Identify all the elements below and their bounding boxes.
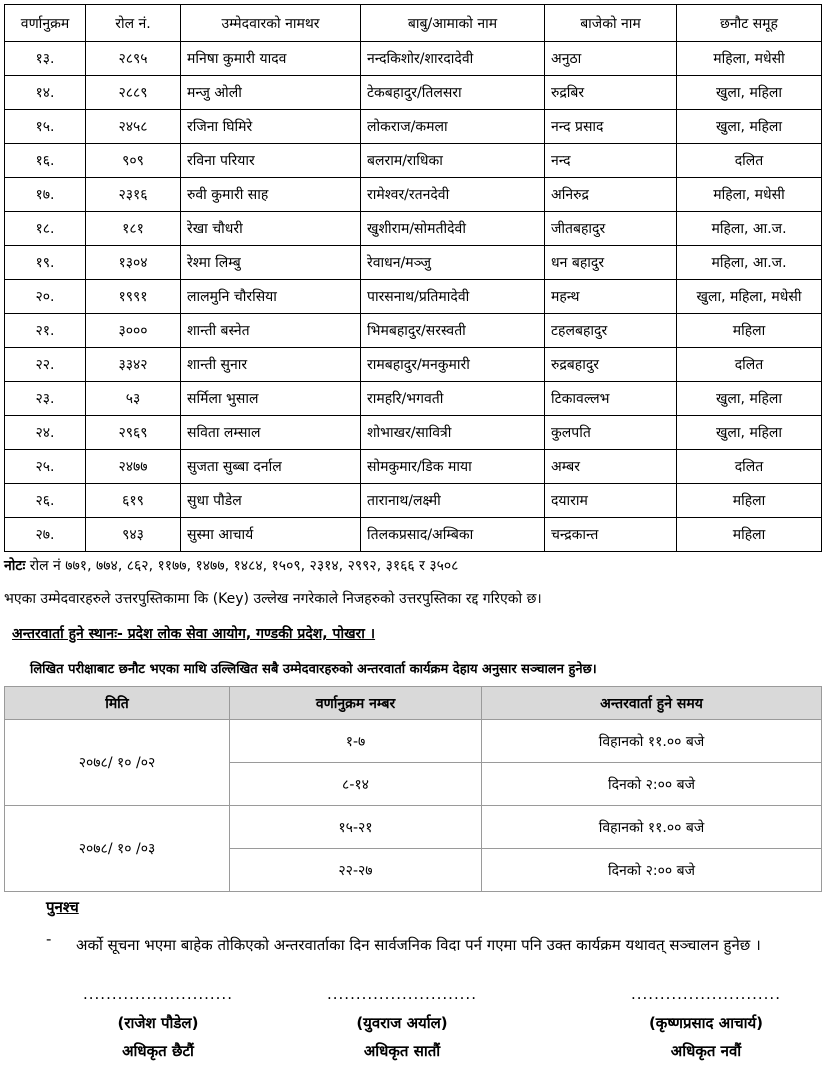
cell-serial: १७. (5, 178, 86, 212)
header-parents: बाबु/आमाको नाम (361, 5, 545, 42)
schedule-row (5, 720, 822, 763)
cell-serial: २५. (5, 450, 86, 484)
signatory-title: अधिकृत छैटौं (122, 1042, 194, 1060)
signature-block-2 (302, 985, 502, 1061)
cell-parents: रामेश्वर/रतनदेवी (361, 178, 545, 212)
cell-roll: १९९१ (86, 280, 181, 314)
cell-serial: २४. (5, 416, 86, 450)
candidate-row (5, 348, 822, 382)
cell-roll: १३०४ (86, 246, 181, 280)
cell-name: सुजता सुब्बा दर्नाल (181, 450, 361, 484)
cell-roll: ९४३ (86, 518, 181, 552)
cell-name: मनिषा कुमारी यादव (181, 42, 361, 76)
cell-name: शान्ती सुनार (181, 348, 361, 382)
schedule-time: दिनको २:०० बजे (482, 763, 822, 806)
cell-serial: २३. (5, 382, 86, 416)
header-name: उम्मेदवारको नामथर (181, 5, 361, 42)
candidates-table (4, 4, 822, 552)
candidate-row (5, 518, 822, 552)
cell-serial: २२. (5, 348, 86, 382)
candidate-row (5, 178, 822, 212)
schedule-header-range: वर्णानुक्रम नम्बर (230, 687, 482, 720)
candidate-row (5, 212, 822, 246)
schedule-range: १-७ (230, 720, 482, 763)
cell-group: खुला, महिला (677, 110, 822, 144)
cell-roll: २८८९ (86, 76, 181, 110)
cell-parents: लोकराज/कमला (361, 110, 545, 144)
signature-line: .......................... (631, 985, 781, 1003)
cell-serial: २१. (5, 314, 86, 348)
cell-parents: बलराम/राधिका (361, 144, 545, 178)
cell-group: महिला, मधेसी (677, 178, 822, 212)
punashcha-bullet: - (46, 930, 52, 948)
cell-group: महिला, आ.ज. (677, 212, 822, 246)
cell-grandfather: रुद्रबहादुर (545, 348, 677, 382)
candidate-row (5, 416, 822, 450)
cell-grandfather: अनुठा (545, 42, 677, 76)
cell-grandfather: जीतबहादुर (545, 212, 677, 246)
cell-parents: रामबहादुर/मनकुमारी (361, 348, 545, 382)
cell-serial: १८. (5, 212, 86, 246)
signatory-name: (राजेश पौडेल) (117, 1014, 199, 1032)
candidate-row (5, 110, 822, 144)
cell-roll: ६१९ (86, 484, 181, 518)
cell-roll: २४५८ (86, 110, 181, 144)
cell-group: खुला, महिला (677, 382, 822, 416)
cell-group: महिला (677, 314, 822, 348)
schedule-range: ८-१४ (230, 763, 482, 806)
candidate-row (5, 246, 822, 280)
cell-parents: रेवाधन/मञ्जु (361, 246, 545, 280)
interview-intro: लिखित परीक्षाबाट छनौट भएका माथि उल्लिखित सबै उम्मेदवारहरुको अन्तरवार्ता कार्यक्रम देहाय अनुसार सञ्चालन हुनेछ। (30, 662, 597, 677)
cell-parents: रामहरि/भगवती (361, 382, 545, 416)
cell-roll: ९०९ (86, 144, 181, 178)
cell-name: सविता लम्साल (181, 416, 361, 450)
cell-roll: २३१६ (86, 178, 181, 212)
cell-roll: २४७७ (86, 450, 181, 484)
cell-name: लालमुनि चौरसिया (181, 280, 361, 314)
cell-name: रेखा चौधरी (181, 212, 361, 246)
signatory-title: अधिकृत नवौं (670, 1042, 742, 1060)
cell-name: रुवी कुमारी साह (181, 178, 361, 212)
cell-serial: १६. (5, 144, 86, 178)
schedule-range: २२-२७ (230, 849, 482, 892)
header-serial: वर्णानुक्रम (5, 5, 86, 42)
cell-grandfather: चन्द्रकान्त (545, 518, 677, 552)
candidate-row (5, 144, 822, 178)
cell-parents: पारसनाथ/प्रतिमादेवी (361, 280, 545, 314)
signatory-title: अधिकृत सातौं (363, 1042, 441, 1060)
cell-grandfather: महन्थ (545, 280, 677, 314)
schedule-table (4, 686, 822, 892)
cell-grandfather: नन्द प्रसाद (545, 110, 677, 144)
cell-serial: १४. (5, 76, 86, 110)
cell-grandfather: अम्बर (545, 450, 677, 484)
note-line-2: भएका उम्मेदवारहरुले उत्तरपुस्तिकामा कि (Key) उल्लेख नगरेकाले निजहरुको उत्तरपुस्तिका रद्द गरिएको छ। (4, 591, 542, 607)
cell-name: रेश्मा लिम्बु (181, 246, 361, 280)
cell-serial: २०. (5, 280, 86, 314)
cell-grandfather: दयाराम (545, 484, 677, 518)
cell-group: खुला, महिला (677, 416, 822, 450)
cell-parents: सोमकुमार/डिक माया (361, 450, 545, 484)
cell-roll: १८१ (86, 212, 181, 246)
cell-parents: खुशीराम/सोमतीदेवी (361, 212, 545, 246)
schedule-time: विहानको ११.०० बजे (482, 720, 822, 763)
cell-name: सुस्मा आचार्य (181, 518, 361, 552)
candidate-row (5, 76, 822, 110)
cell-group: खुला, महिला (677, 76, 822, 110)
cell-grandfather: धन बहादुर (545, 246, 677, 280)
signature-block-1 (58, 985, 258, 1061)
cell-group: महिला, आ.ज. (677, 246, 822, 280)
cell-group: खुला, महिला, मधेसी (677, 280, 822, 314)
punashcha-heading: पुनश्च (46, 898, 79, 916)
cell-grandfather: टहलबहादुर (545, 314, 677, 348)
cell-roll: ३३४२ (86, 348, 181, 382)
note-label: नोटः (4, 558, 26, 574)
cell-group: महिला (677, 518, 822, 552)
cell-roll: ३००० (86, 314, 181, 348)
candidate-row (5, 314, 822, 348)
signatory-name: (युवराज अर्याल) (356, 1014, 448, 1032)
schedule-range: १५-२१ (230, 806, 482, 849)
cell-parents: टेकबहादुर/तिलसरा (361, 76, 545, 110)
cell-group: दलित (677, 144, 822, 178)
cell-group: महिला (677, 484, 822, 518)
cell-grandfather: टिकावल्लभ (545, 382, 677, 416)
schedule-header-row (5, 687, 822, 720)
cell-parents: नन्दकिशोर/शारदादेवी (361, 42, 545, 76)
schedule-body (5, 720, 822, 892)
cell-name: मन्जु ओली (181, 76, 361, 110)
cell-parents: तारानाथ/लक्ष्मी (361, 484, 545, 518)
schedule-time: विहानको ११.०० बजे (482, 806, 822, 849)
cell-serial: २६. (5, 484, 86, 518)
candidate-row (5, 42, 822, 76)
cell-parents: तिलकप्रसाद/अम्बिका (361, 518, 545, 552)
punashcha-text: अर्को सूचना भएमा बाहेक तोकिएको अन्तरवार्ताका दिन सार्वजनिक विदा पर्न गएमा पनि उक्त कार्यक्रम यथावत् सञ्चालन हुनेछ । (76, 936, 761, 954)
candidates-body (5, 42, 822, 552)
cell-parents: भिमबहादुर/सरस्वती (361, 314, 545, 348)
cell-name: सुधा पौडेल (181, 484, 361, 518)
cell-roll: २८९५ (86, 42, 181, 76)
cell-roll: २९६९ (86, 416, 181, 450)
schedule-header-date: मिति (5, 687, 230, 720)
candidate-row (5, 484, 822, 518)
cell-grandfather: कुलपति (545, 416, 677, 450)
cell-name: रविना परियार (181, 144, 361, 178)
schedule-header-time: अन्तरवार्ता हुने समय (482, 687, 822, 720)
signatory-name: (कृष्णप्रसाद आचार्य) (648, 1014, 764, 1032)
schedule-date: २०७८/ १० /०३ (5, 806, 230, 892)
cell-grandfather: रुद्रबिर (545, 76, 677, 110)
signature-line: .......................... (83, 985, 233, 1003)
note-roll-list: रोल नं ७७१, ७७४, ८६२, ११७७, १४७७, १४८४, १५०९, २३१४, २९९२, ३१६६ र ३५०८ (29, 558, 459, 574)
cell-group: दलित (677, 348, 822, 382)
cell-serial: १९. (5, 246, 86, 280)
interview-venue: अन्तरवार्ता हुने स्थानः- प्रदेश लोक सेवा आयोग, गण्डकी प्रदेश, पोखरा । (12, 626, 376, 642)
cell-serial: १५. (5, 110, 86, 144)
cell-name: सर्मिला भुसाल (181, 382, 361, 416)
schedule-row (5, 806, 822, 849)
candidates-header-row (5, 5, 822, 42)
signature-line: .......................... (327, 985, 477, 1003)
cell-name: शान्ती बस्नेत (181, 314, 361, 348)
cell-serial: १३. (5, 42, 86, 76)
candidate-row (5, 280, 822, 314)
header-roll: रोल नं. (86, 5, 181, 42)
cell-roll: ५३ (86, 382, 181, 416)
cell-grandfather: नन्द (545, 144, 677, 178)
candidate-row (5, 382, 822, 416)
cell-parents: शोभाखर/सावित्री (361, 416, 545, 450)
signature-block-3 (606, 985, 806, 1061)
header-grandfather: बाजेको नाम (545, 5, 677, 42)
cell-grandfather: अनिरुद्र (545, 178, 677, 212)
cell-group: महिला, मधेसी (677, 42, 822, 76)
schedule-time: दिनको २:०० बजे (482, 849, 822, 892)
schedule-date: २०७८/ १० /०२ (5, 720, 230, 806)
cell-group: दलित (677, 450, 822, 484)
note-line-1 (4, 556, 821, 575)
cell-serial: २७. (5, 518, 86, 552)
cell-name: रजिना घिमिरे (181, 110, 361, 144)
header-group: छनौट समूह (677, 5, 822, 42)
candidate-row (5, 450, 822, 484)
